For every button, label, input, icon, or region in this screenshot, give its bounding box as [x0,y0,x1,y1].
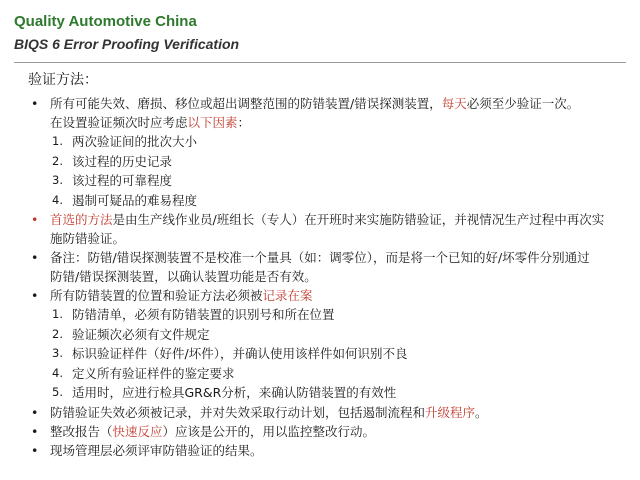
bullet-note [28,248,628,286]
content [28,70,628,460]
item-number: 3. [52,346,63,360]
item-text: 验证频次必须有文件规定 [72,326,210,342]
item-text: 防错清单，必须有防错装置的识别号和所在位置 [72,307,335,322]
numbered-item [28,364,628,384]
item-number: 1. [52,134,63,148]
highlight-text: 记录在案 [262,288,313,303]
header-title: Quality Automotive China [14,13,197,30]
item-text: 适用时，应进行检具GR&R分析，来确认防错装置的有效性 [72,385,397,400]
numbered-item [28,305,628,325]
bullet-management-review [28,441,628,460]
item-number: 4. [52,365,63,380]
numbered-item [28,191,628,211]
bullet-text: 整改报告（ [50,423,113,439]
header-divider [14,62,626,63]
item-number: 3. [52,173,63,187]
highlight-text: 每天 [441,96,467,111]
bullet-preferred-method [28,210,628,248]
bullet-dot: • [31,212,39,227]
bullet-dot: • [31,288,39,303]
item-text: 该过程的可靠程度 [72,173,173,188]
bullet-text: 必须至少验证一次。 [466,96,580,111]
highlight-text: 首选的方法 [50,212,113,227]
item-number: 4. [52,192,63,207]
bullet-text: 施防错验证。 [50,231,126,246]
item-number: 5. [52,385,63,399]
numbered-item [28,132,628,152]
bullet-text: 现场管理层必须评审防错验证的结果。 [50,442,263,458]
item-text: 该过程的历史记录 [72,153,173,169]
bullet-text: ）应该是公开的，用以监控整改行动。 [162,423,376,439]
numbered-item [28,383,628,403]
section-heading: 验证方法： [28,72,98,88]
item-text: 遏制可疑品的难易程度 [72,192,198,208]
item-number: 2. [52,326,63,341]
bullet-text: 防错/错误探测装置，以确认装置功能是否有效。 [50,269,317,284]
subline-text: ： [237,115,251,130]
bullet-dot: • [31,404,39,420]
bullet-text: 。 [475,404,488,420]
bullet-dot: • [31,250,39,265]
bullet-text: 所有可能失效、磨损、移位或超出调整范围的防错装置/错误探测装置， [50,96,442,111]
bullet-dot: • [31,96,39,111]
bullet-report [28,422,628,441]
bullet-daily-verification [28,94,628,113]
bullet-failure-record [28,403,628,422]
bullet-text: 是由生产线作业员/班组长（专人）在开班时来实施防错验证，并视情况生产过程中再次实 [112,212,605,227]
numbered-item [28,152,628,172]
subline-text: 在设置验证频次时应考虑 [50,115,188,130]
numbered-item [28,325,628,345]
bullet-documentation [28,286,628,305]
item-number: 1. [52,307,63,321]
bullet-subline [50,113,628,132]
numbered-item [28,171,628,191]
item-text: 标识验证样件（好件/坏件），并确认使用该样件如何识别不良 [72,346,408,361]
bullet-text: 所有防错装置的位置和验证方法必须被 [50,288,263,303]
item-text: 两次验证间的批次大小 [72,134,198,149]
header-subtitle: BIQS 6 Error Proofing Verification [14,36,240,52]
item-number: 2. [52,153,63,168]
highlight-text: 以下因素 [187,115,238,130]
header [14,12,239,54]
bullet-dot: • [31,442,39,458]
numbered-item [28,344,628,364]
bullet-text: 防错验证失效必须被记录，并对失效采取行动计划，包括遏制流程和 [50,404,426,420]
item-text: 定义所有验证样件的鉴定要求 [72,365,235,381]
bullet-dot: • [31,423,39,439]
bullet-text: 备注：防错/错误探测装置不是校准一个量具（如：调零位），而是将一个已知的好/坏零件分别通过 [50,250,590,265]
highlight-text: 升级程序 [425,404,476,420]
highlight-text: 快速反应 [112,423,163,439]
